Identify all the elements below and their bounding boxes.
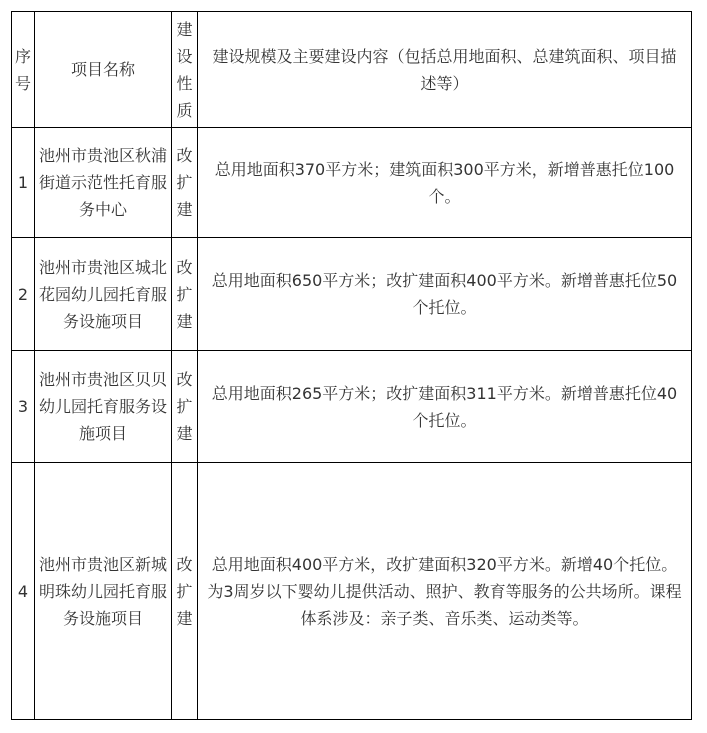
cell-construction-content: 总用地面积650平方米；改扩建面积400平方米。新增普惠托位50个托位。 [198, 238, 692, 351]
cell-project-name: 池州市贵池区秋浦街道示范性托育服务中心 [35, 128, 172, 238]
cell-project-name: 池州市贵池区新城明珠幼儿园托育服务设施项目 [35, 463, 172, 720]
cell-construction-nature: 改扩建 [172, 128, 198, 238]
col-header-construction-content: 建设规模及主要建设内容（包括总用地面积、总建筑面积、项目描述等） [198, 12, 692, 128]
cell-serial-no: 3 [12, 351, 35, 463]
table-row [12, 351, 692, 463]
col-header-project-name: 项目名称 [35, 12, 172, 128]
cell-project-name: 池州市贵池区城北花园幼儿园托育服务设施项目 [35, 238, 172, 351]
header-row [12, 12, 692, 128]
table-row [12, 128, 692, 238]
cell-construction-content: 总用地面积400平方米，改扩建面积320平方米。新增40个托位。为3周岁以下婴幼儿提供活动、照护、教育等服务的公共场所。课程体系涉及：亲子类、音乐类、运动类等。 [198, 463, 692, 720]
cell-construction-content: 总用地面积370平方米；建筑面积300平方米，新增普惠托位100个。 [198, 128, 692, 238]
cell-construction-nature: 改扩建 [172, 238, 198, 351]
cell-serial-no: 1 [12, 128, 35, 238]
table-body [12, 128, 692, 720]
col-header-construction-nature: 建设性质 [172, 12, 198, 128]
projects-table [11, 11, 692, 720]
cell-serial-no: 4 [12, 463, 35, 720]
cell-serial-no: 2 [12, 238, 35, 351]
cell-project-name: 池州市贵池区贝贝幼儿园托育服务设施项目 [35, 351, 172, 463]
cell-construction-nature: 改扩建 [172, 463, 198, 720]
table-row [12, 238, 692, 351]
table-header [12, 12, 692, 128]
col-header-serial-no: 序号 [12, 12, 35, 128]
table-row [12, 463, 692, 720]
cell-construction-content: 总用地面积265平方米；改扩建面积311平方米。新增普惠托位40个托位。 [198, 351, 692, 463]
cell-construction-nature: 改扩建 [172, 351, 198, 463]
